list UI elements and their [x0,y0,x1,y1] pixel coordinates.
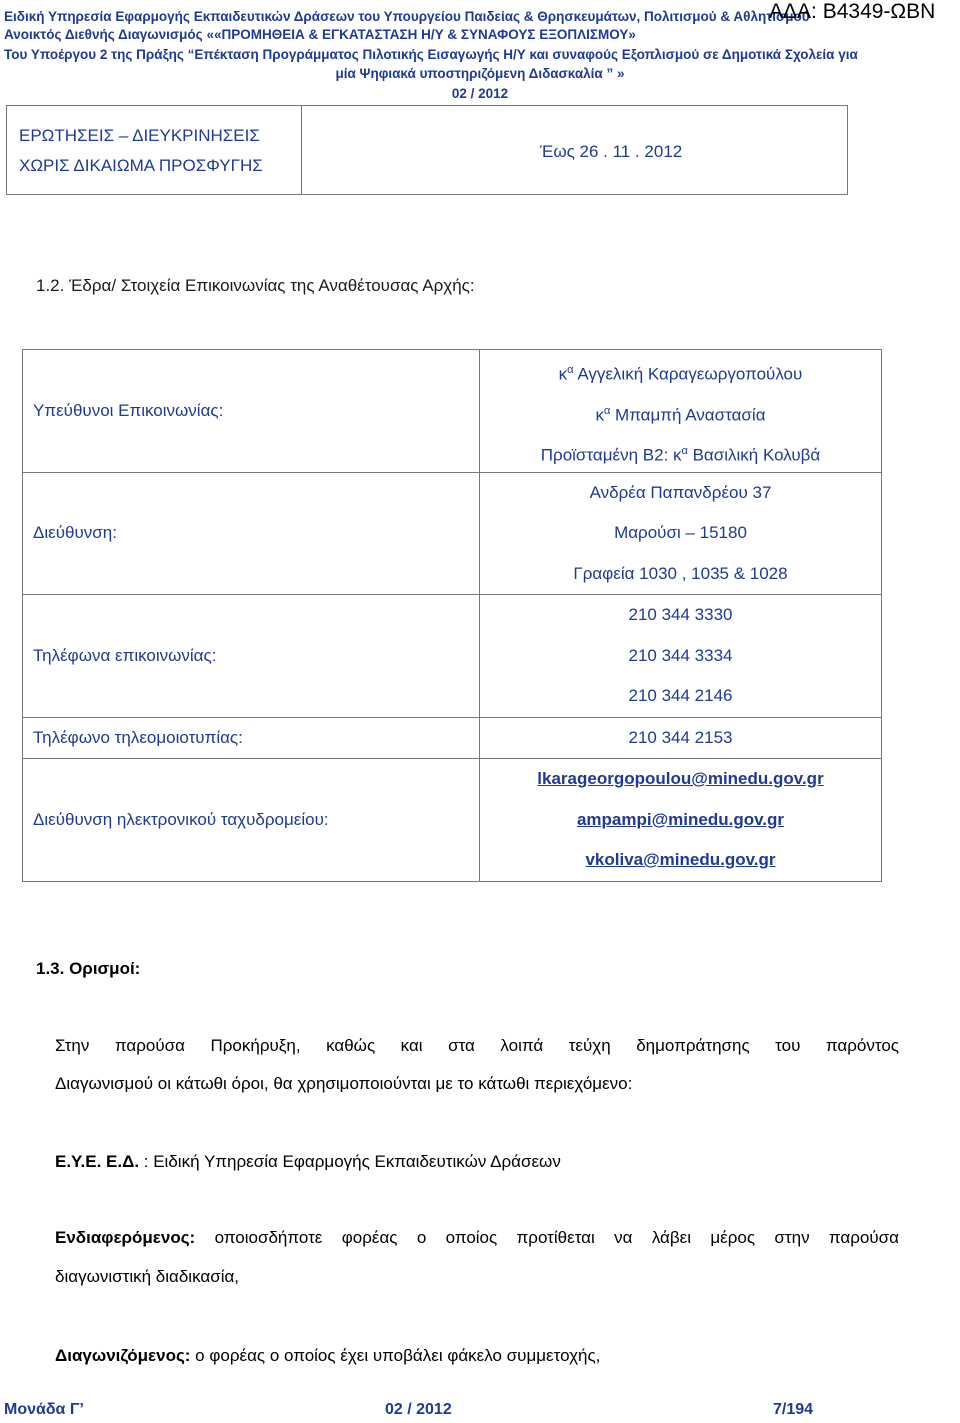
header-code: 02 / 2012 [451,86,509,101]
person-3: Προϊσταμένη Β2: $\kappa^\alpha$ Βασιλική Κολυβά [540,445,821,465]
definition-eyeed [55,1152,561,1172]
definition-text: οποιοσδήποτε φορέας ο οποίος προτίθεται να λάβει μέρος στην παρούσα [195,1228,899,1247]
email-label: Διεύθυνση ηλεκτρονικού ταχυδρομείου: [23,759,480,882]
definition-text: ο φορέας ο οποίος έχει υποβάλει φάκελο συμμετοχής, [190,1346,601,1365]
fax-value [480,717,882,759]
address-line: Γραφεία 1030 , 1035 & 1028 [573,563,788,583]
definition-interested [55,1228,899,1248]
header-subproject-line: Του Υποέργου 2 της Πράξης “Επέκταση Προγράμματος Πιλοτικής Εισαγωγής Η/Υ και συναφούς Εξοπλισμού σε Δημοτικά Σχολεία για [4,47,858,62]
address-line: Μαρούσι – 15180 [614,523,747,542]
contact-table [22,349,882,882]
definition-term: Ε.Υ.Ε. Ε.Δ. [55,1152,140,1171]
definition-text: : Ειδική Υπηρεσία Εφαρμογής Εκπαιδευτικών Δράσεων [139,1152,561,1171]
email-link[interactable]: ampampi@minedu.gov.gr [576,809,785,829]
page-footer [0,1401,960,1423]
footer-unit: Μονάδα Γ’ [4,1401,84,1418]
address-values [480,472,882,595]
phone-number: 210 344 3330 [628,605,733,624]
questions-label-line1: ΕΡΩΤΗΣΕΙΣ – ΔΙΕΥΚΡΙΝΗΣΕΙΣ [19,126,260,145]
section-1-2-title: 1.2. Έδρα/ Στοιχεία Επικοινωνίας της Αναθέτουσας Αρχής: [36,276,475,295]
email-values [480,759,882,882]
contact-row-persons [23,350,882,473]
definitions-intro-line2: Διαγωνισμού οι κάτωθι όροι, θα χρησιμοποιούνται με το κάτωθι περιεχόμενο: [55,1074,633,1093]
contact-row-address [23,472,882,595]
person-1: $\kappa^\alpha$ Αγγελική Καραγεωργοπούλου [558,364,803,384]
definitions-intro-line1: Στην παρούσα Προκήρυξη, καθώς και στα λοιπά τεύχη δημοπράτησης του παρόντος [55,1036,899,1055]
ada-stamp: ΑΔΑ: Β4349-ΩΒΝ [769,0,936,23]
phones-values [480,595,882,718]
definition-term: Διαγωνιζόμενος: [55,1346,191,1365]
person-2: $\kappa^\alpha$ Μπαμπή Αναστασία [595,404,766,425]
questions-box [6,105,848,195]
footer-page: 7/194 [773,1401,814,1418]
definition-interested-cont: διαγωνιστική διαδικασία, [55,1267,240,1286]
contact-row-phones [23,595,882,718]
fax-label: Τηλέφωνο τηλεομοιοτυπίας: [23,717,480,759]
contact-row-email [23,759,882,882]
definition-term: Ενδιαφερόμενος: [55,1228,196,1247]
fax-number: 210 344 2153 [628,727,733,747]
contact-row-fax [23,717,882,759]
address-line: Ανδρέα Παπανδρέου 37 [589,482,772,502]
section-1-3-title: 1.3. Ορισμοί: [36,959,141,978]
questions-box-label [7,106,302,194]
email-link[interactable]: vkoliva@minedu.gov.gr [585,850,776,869]
persons-label: Υπεύθυνοι Επικοινωνίας: [23,350,480,473]
phone-number: 210 344 3334 [628,645,733,665]
email-link[interactable]: lkarageorgopoulou@minedu.gov.gr [537,769,824,788]
footer-code: 02 / 2012 [385,1401,452,1418]
header-subproject-line-2: μία Ψηφιακά υποστηριζόμενη Διδασκαλία ” » [335,66,625,81]
questions-deadline: Έως 26 . 11 . 2012 [540,142,683,161]
phone-number: 210 344 2146 [628,686,733,705]
address-label: Διεύθυνση: [23,472,480,595]
persons-values [480,350,882,473]
phones-label: Τηλέφωνα επικοινωνίας: [23,595,480,718]
questions-label-line2: ΧΩΡΙΣ ΔΙΚΑΙΩΜΑ ΠΡΟΣΦΥΓΗΣ [19,156,263,175]
header-tender-line: Ανοικτός Διεθνής Διαγωνισμός ««ΠΡΟΜΗΘΕΙΑ & ΕΓΚΑΤΑΣΤΑΣΗ Η/Υ & ΣΥΝΑΦΟΥΣ ΕΞΟΠΛΙΣΜΟΥ» [4,27,636,42]
header-org-line: Ειδική Υπηρεσία Εφαρμογής Εκπαιδευτικών Δράσεων του Υπουργείου Παιδείας & Θρησκευμάτων, Πολιτισμού & Αθλητισμού [4,9,810,24]
definition-bidder [55,1346,600,1366]
